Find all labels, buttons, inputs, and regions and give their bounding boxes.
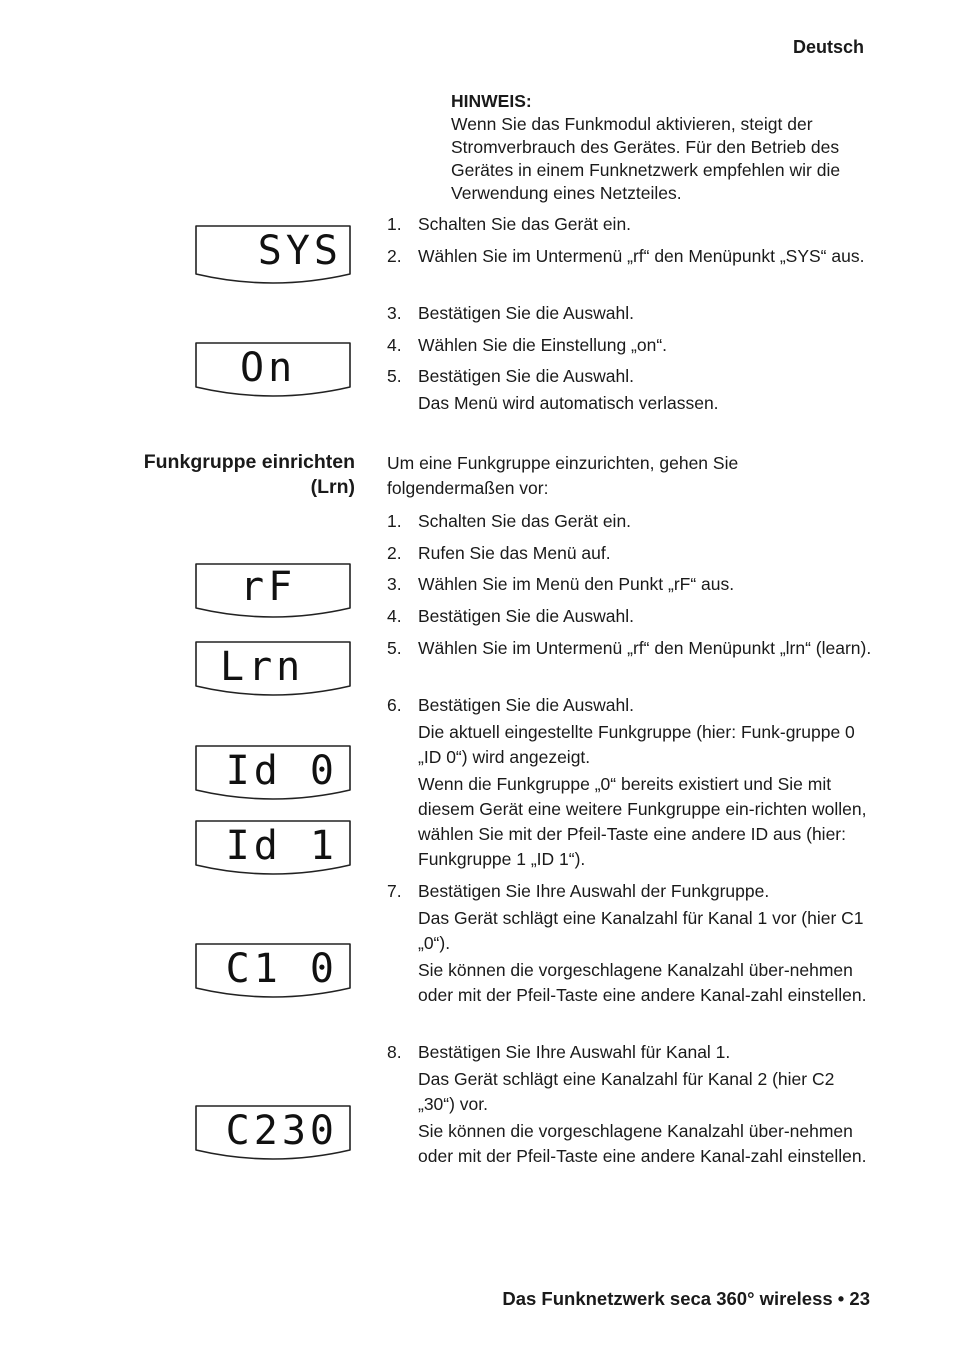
step-text: Bestätigen Sie die Auswahl. bbox=[418, 695, 634, 715]
list-item bbox=[387, 333, 873, 358]
list-item bbox=[387, 636, 873, 661]
list-item bbox=[387, 509, 873, 534]
step-text: Wählen Sie im Untermenü „rf“ den Menüpunkt „lrn“ (learn). bbox=[418, 638, 872, 658]
step-number: 2. bbox=[387, 543, 402, 563]
step-detail: Das Gerät schlägt eine Kanalzahl für Kanal 1 vor (hier C1 „0“). bbox=[418, 908, 864, 953]
section-heading bbox=[75, 450, 355, 500]
lcd-readout: Id 1 bbox=[225, 823, 338, 869]
lcd-readout: C230 bbox=[225, 1108, 338, 1154]
step-number: 7. bbox=[387, 881, 402, 901]
lcd-display bbox=[192, 1102, 352, 1174]
step-text: Wählen Sie im Untermenü „rf“ den Menüpunkt „SYS“ aus. bbox=[418, 246, 865, 266]
step-number: 4. bbox=[387, 335, 402, 355]
step-text: Schalten Sie das Gerät ein. bbox=[418, 511, 632, 531]
step-detail: Wenn die Funkgruppe „0“ bereits existiert und Sie mit diesem Gerät eine weitere Funkgruppe ein-richten wollen, wählen Sie mit der Pfeil-Taste eine andere ID aus (hier: Funkgruppe 1 „ID 1“). bbox=[418, 774, 867, 869]
lcd-display bbox=[192, 817, 352, 889]
step-number: 8. bbox=[387, 1042, 402, 1062]
lcd-readout: Lrn bbox=[220, 644, 305, 690]
page-footer: Das Funknetzwerk seca 360° wireless • 23 bbox=[502, 1288, 870, 1309]
list-item bbox=[387, 301, 873, 326]
lcd-readout: rF bbox=[240, 564, 297, 610]
step-detail: Das Gerät schlägt eine Kanalzahl für Kanal 2 (hier C2 „30“) vor. bbox=[418, 1069, 835, 1114]
step-number: 4. bbox=[387, 606, 402, 626]
section-heading-line1: Funkgruppe einrichten bbox=[143, 451, 355, 473]
language-label: Deutsch bbox=[792, 37, 864, 57]
list-item bbox=[387, 693, 873, 872]
lcd-readout: On bbox=[240, 345, 297, 391]
list-item bbox=[387, 572, 873, 597]
lcd-display bbox=[192, 222, 352, 294]
step-number: 6. bbox=[387, 695, 402, 715]
lcd-display bbox=[192, 742, 352, 814]
step-text: Wählen Sie im Menü den Punkt „rF“ aus. bbox=[418, 574, 735, 594]
step-number: 1. bbox=[387, 214, 402, 234]
list-item bbox=[387, 1040, 873, 1169]
hint-text: Wenn Sie das Funkmodul aktivieren, steigt der Stromverbrauch des Gerätes. Für den Betrieb des Gerätes in einem Funknetzwerk empfehlen wir die Verwendung eines Netzteiles. bbox=[451, 114, 841, 203]
list-item bbox=[387, 244, 873, 269]
step-number: 3. bbox=[387, 574, 402, 594]
lcd-display bbox=[192, 339, 352, 411]
step-text: Bestätigen Sie die Auswahl. bbox=[418, 366, 634, 386]
step-text: Wählen Sie die Einstellung „on“. bbox=[418, 335, 668, 355]
hint-heading: HINWEIS: bbox=[451, 91, 532, 111]
step-text: Bestätigen Sie Ihre Auswahl der Funkgruppe. bbox=[418, 881, 770, 901]
lcd-display bbox=[192, 638, 352, 710]
list-item bbox=[387, 604, 873, 629]
step-number: 2. bbox=[387, 246, 402, 266]
step-text: Bestätigen Sie Ihre Auswahl für Kanal 1. bbox=[418, 1042, 731, 1062]
step-text: Schalten Sie das Gerät ein. bbox=[418, 214, 632, 234]
step-detail: Sie können die vorgeschlagene Kanalzahl über-nehmen oder mit der Pfeil-Taste eine andere Kanal-zahl einstellen. bbox=[418, 960, 867, 1005]
step-text: Rufen Sie das Menü auf. bbox=[418, 543, 611, 563]
lcd-display bbox=[192, 560, 352, 632]
lcd-display bbox=[192, 940, 352, 1012]
list-item bbox=[387, 541, 873, 566]
step-detail: Das Menü wird automatisch verlassen. bbox=[418, 393, 719, 413]
list-item bbox=[387, 212, 873, 237]
step-detail: Die aktuell eingestellte Funkgruppe (hier: Funk-gruppe 0 „ID 0“) wird angezeigt. bbox=[418, 722, 855, 767]
section-heading-line2: (Lrn) bbox=[310, 476, 355, 498]
step-text: Bestätigen Sie die Auswahl. bbox=[418, 303, 634, 323]
section-intro: Um eine Funkgruppe einzurichten, gehen Sie folgendermaßen vor: bbox=[387, 453, 739, 498]
step-number: 1. bbox=[387, 511, 402, 531]
step-detail: Sie können die vorgeschlagene Kanalzahl über-nehmen oder mit der Pfeil-Taste eine andere Kanal-zahl einstellen. bbox=[418, 1121, 867, 1166]
list-item bbox=[387, 879, 873, 1008]
list-item bbox=[387, 364, 873, 416]
step-text: Bestätigen Sie die Auswahl. bbox=[418, 606, 634, 626]
lcd-readout: SYS bbox=[257, 228, 342, 274]
hint-note bbox=[451, 90, 871, 205]
lcd-readout: C1 0 bbox=[225, 946, 338, 992]
lcd-readout: Id 0 bbox=[225, 748, 338, 794]
step-number: 5. bbox=[387, 638, 402, 658]
step-number: 3. bbox=[387, 303, 402, 323]
step-number: 5. bbox=[387, 366, 402, 386]
